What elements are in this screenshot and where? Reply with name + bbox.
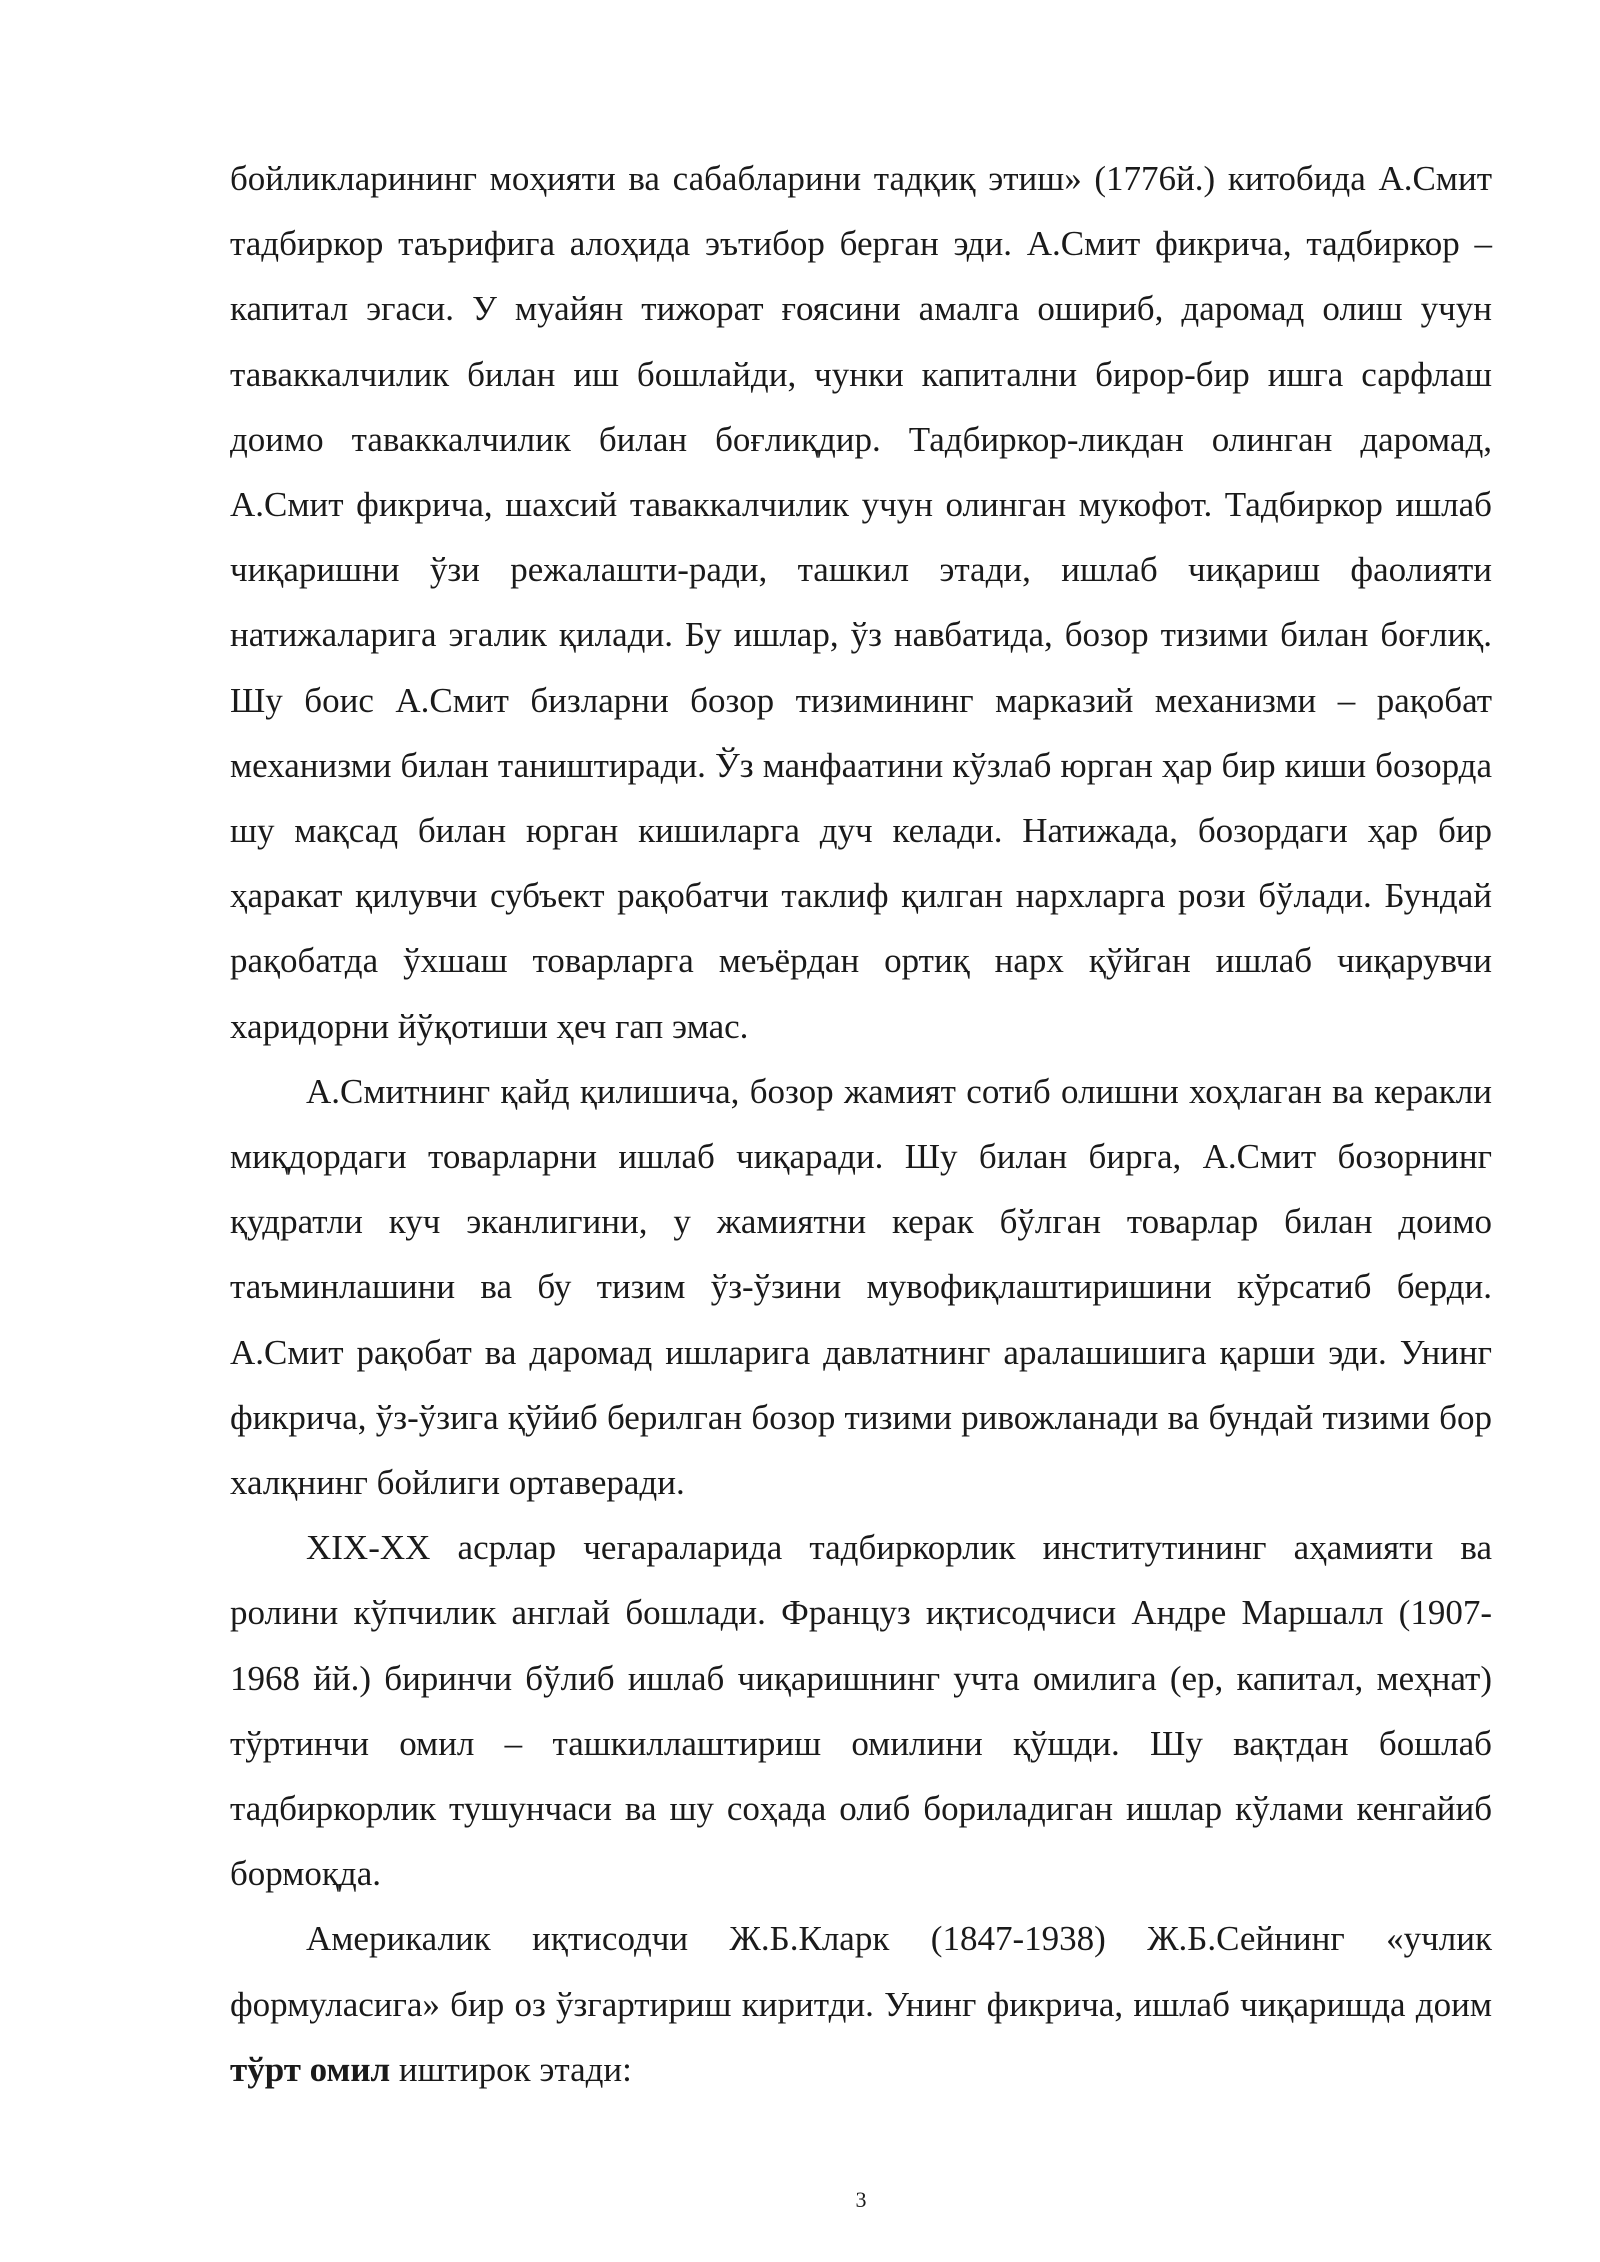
paragraph-4-text-before: Америкалик иқтисодчи Ж.Б.Кларк (1847-1938) Ж.Б.Сейнинг «учлик формуласига» бир оз ўзгартириш киритди. Унинг фикрича, ишлаб чиқаришда доим: [230, 1919, 1492, 2024]
paragraph-2: А.Смитнинг қайд қилишича, бозор жамият сотиб олишни хоҳлаган ва керакли миқдордаги товарларни ишлаб чиқаради. Шу билан бирга, А.Смит бозорнинг қудратли куч эканлигини, у жамиятни керак бўлган товарлар билан доимо таъминлашини ва бу тизим ўз-ўзини мувофиқлаштиришини кўрсатиб берди. А.Смит рақобат ва даромад ишларига давлатнинг аралашишига қарши эди. Унинг фикрича, ўз-ўзига қўйиб берилган бозор тизими ривожланади ва бундай тизими бор халқнинг бойлиги ортаверади.: [230, 1071, 1492, 1503]
page-number: 3: [855, 2187, 867, 2212]
paragraph-4: [230, 1906, 1492, 2102]
paragraph-3: XIX-XX асрлар чегараларида тадбиркорлик институтининг аҳамияти ва ролини кўпчилик англай бошлади. Француз иқтисодчиси Андре Маршалл (1907-1968 йй.) биринчи бўлиб ишлаб чиқаришнинг учта омилига (ер, капитал, меҳнат) тўртинчи омил – ташкиллаштириш омилини қўшди. Шу вақтдан бошлаб тадбиркорлик тушунчаси ва шу соҳада олиб бориладиган ишлар кўлами кенгайиб бормоқда.: [230, 1528, 1492, 1894]
paragraph-4-text-after: иштирок этади:: [390, 2049, 632, 2089]
paragraph-1: бойликларининг моҳияти ва сабабларини тадқиқ этиш» (1776й.) китобида А.Смит тадбиркор таърифига алоҳида эътибор берган эди. А.Смит фикрича, тадбиркор – капитал эгаси. У муайян тижорат ғоясини амалга ошириб, даромад олиш учун таваккалчилик билан иш бошлайди, чунки капитални бирор-бир ишга сарфлаш доимо таваккалчилик билан боғлиқдир. Тадбиркор-ликдан олинган даромад, А.Смит фикрича, шахсий таваккалчилик учун олинган мукофот. Тадбиркор ишлаб чиқаришни ўзи режалашти-ради, ташкил этади, ишлаб чиқариш фаолияти натижаларига эгалик қилади. Бу ишлар, ўз навбатида, бозор тизими билан боғлиқ. Шу боис А.Смит бизларни бозор тизимининг марказий механизми – рақобат механизми билан таништиради. Ўз манфаатини кўзлаб юрган ҳар бир киши бозорда шу мақсад билан юрган кишиларга дуч келади. Натижада, бозордаги ҳар бир ҳаракат қилувчи субъект рақобатчи таклиф қилган нархларга рози бўлади. Бундай рақобатда ўхшаш товарларга меъёрдан ортиқ нарх қўйган ишлаб чиқарувчи харидорни йўқотиши ҳеч гап эмас.: [230, 159, 1492, 1046]
paragraph-4-bold-term: тўрт омил: [230, 2049, 391, 2089]
document-body: [230, 146, 1492, 2102]
